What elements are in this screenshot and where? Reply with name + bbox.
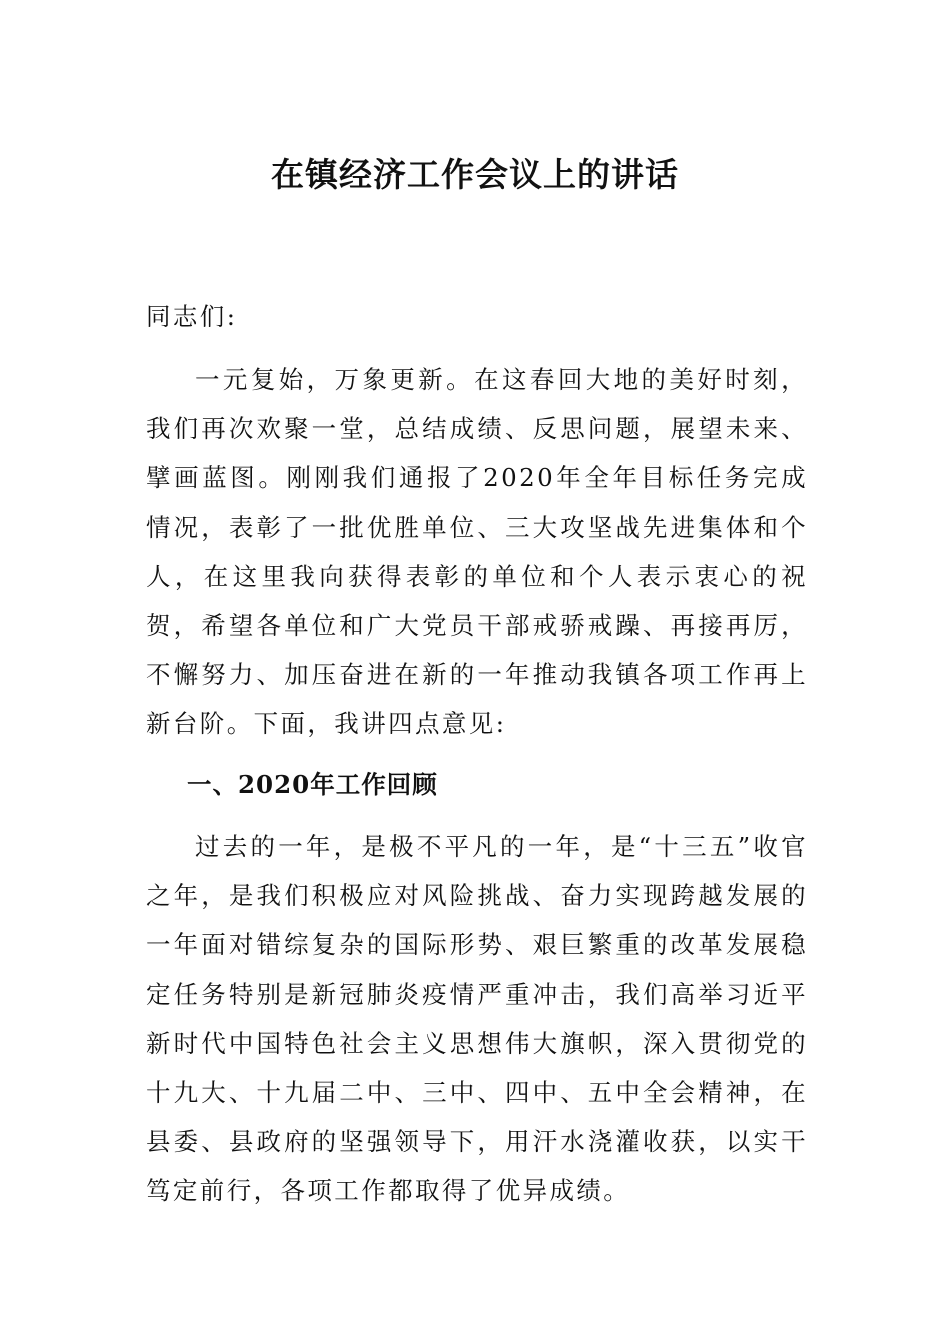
document-title: 在镇经济工作会议上的讲话 bbox=[271, 155, 679, 194]
salutation: 同志们: bbox=[146, 302, 238, 331]
paragraph-opening: 一元复始，万象更新。在这春回大地的美好时刻，我们再次欢聚一堂，总结成绩、反思问题，展望未来、擘画蓝图。刚刚我们通报了2020年全年目标任务完成情况，表彰了一批优胜单位、三大攻坚战先进集体和个人，在这里我向获得表彰的单位和个人表示衷心的祝贺，希望各单位和广大党员干部戒骄戒躁、再接再厉，不懈努力、加压奋进在新的一年推动我镇各项工作再上新台阶。下面，我讲四点意见: bbox=[146, 365, 808, 739]
paragraph-review: 过去的一年，是极不平凡的一年，是“十三五”收官之年，是我们积极应对风险挑战、奋力实现跨越发展的一年面对错综复杂的国际形势、艰巨繁重的改革发展稳定任务特别是新冠肺炎疫情严重冲击，我们高举习近平新时代中国特色社会主义思想伟大旗帜，深入贯彻党的十九大、十九届二中、三中、四中、五中全会精神，在县委、县政府的坚强领导下，用汗水浇灌收获，以实干笃定前行，各项工作都取得了优异成绩。 bbox=[146, 832, 808, 1206]
section-heading: 一、2020年工作回顾 bbox=[187, 770, 438, 799]
